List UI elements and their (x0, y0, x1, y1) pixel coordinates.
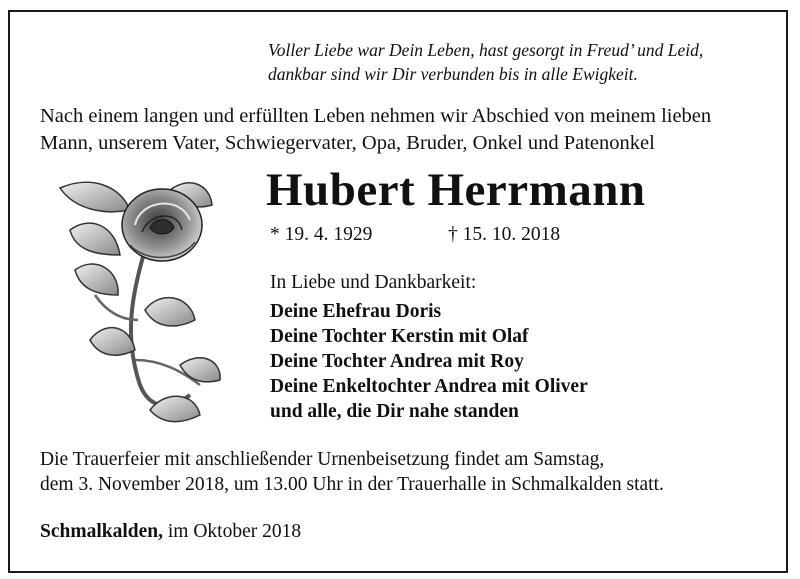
birth-date: * 19. 4. 1929 (270, 224, 373, 245)
death-date: † 15. 10. 2018 (448, 224, 561, 245)
deceased-name: Hubert Herrmann (266, 164, 646, 216)
intro-line: Mann, unserem Vater, Schwiegervater, Opa, Bruder, Onkel und Patenonkel (40, 132, 655, 154)
motto-verse (268, 38, 703, 86)
motto-line: dankbar sind wir Dir verbunden bis in alle Ewigkeit. (268, 64, 638, 84)
mourner-entry: Deine Enkeltochter Andrea mit Oliver (270, 376, 588, 397)
intro-text (40, 103, 770, 157)
thanks-line: In Liebe und Dankbarkeit: (270, 272, 477, 293)
funeral-details (40, 447, 780, 497)
signoff (40, 519, 301, 545)
funeral-line: dem 3. November 2018, um 13.00 Uhr in der Trauerhalle in Schmalkalden statt. (40, 474, 664, 495)
mourner-entry: Deine Tochter Kerstin mit Olaf (270, 326, 529, 347)
intro-line: Nach einem langen und erfüllten Leben nehmen wir Abschied von meinem lieben (40, 105, 712, 127)
mourner-entry: Deine Tochter Andrea mit Roy (270, 351, 524, 372)
mourner-entry: und alle, die Dir nahe standen (270, 401, 519, 422)
mourners-list (270, 299, 588, 424)
mourner-entry: Deine Ehefrau Doris (270, 301, 442, 322)
motto-line: Voller Liebe war Dein Leben, hast gesorgt in Freud’ und Leid, (268, 40, 704, 60)
rose-illustration-icon (50, 170, 230, 430)
signoff-place: Schmalkalden, (40, 521, 163, 542)
funeral-line: Die Trauerfeier mit anschließender Urnenbeisetzung findet am Samstag, (40, 449, 605, 470)
signoff-date: im Oktober 2018 (167, 521, 302, 542)
life-dates (270, 222, 561, 248)
